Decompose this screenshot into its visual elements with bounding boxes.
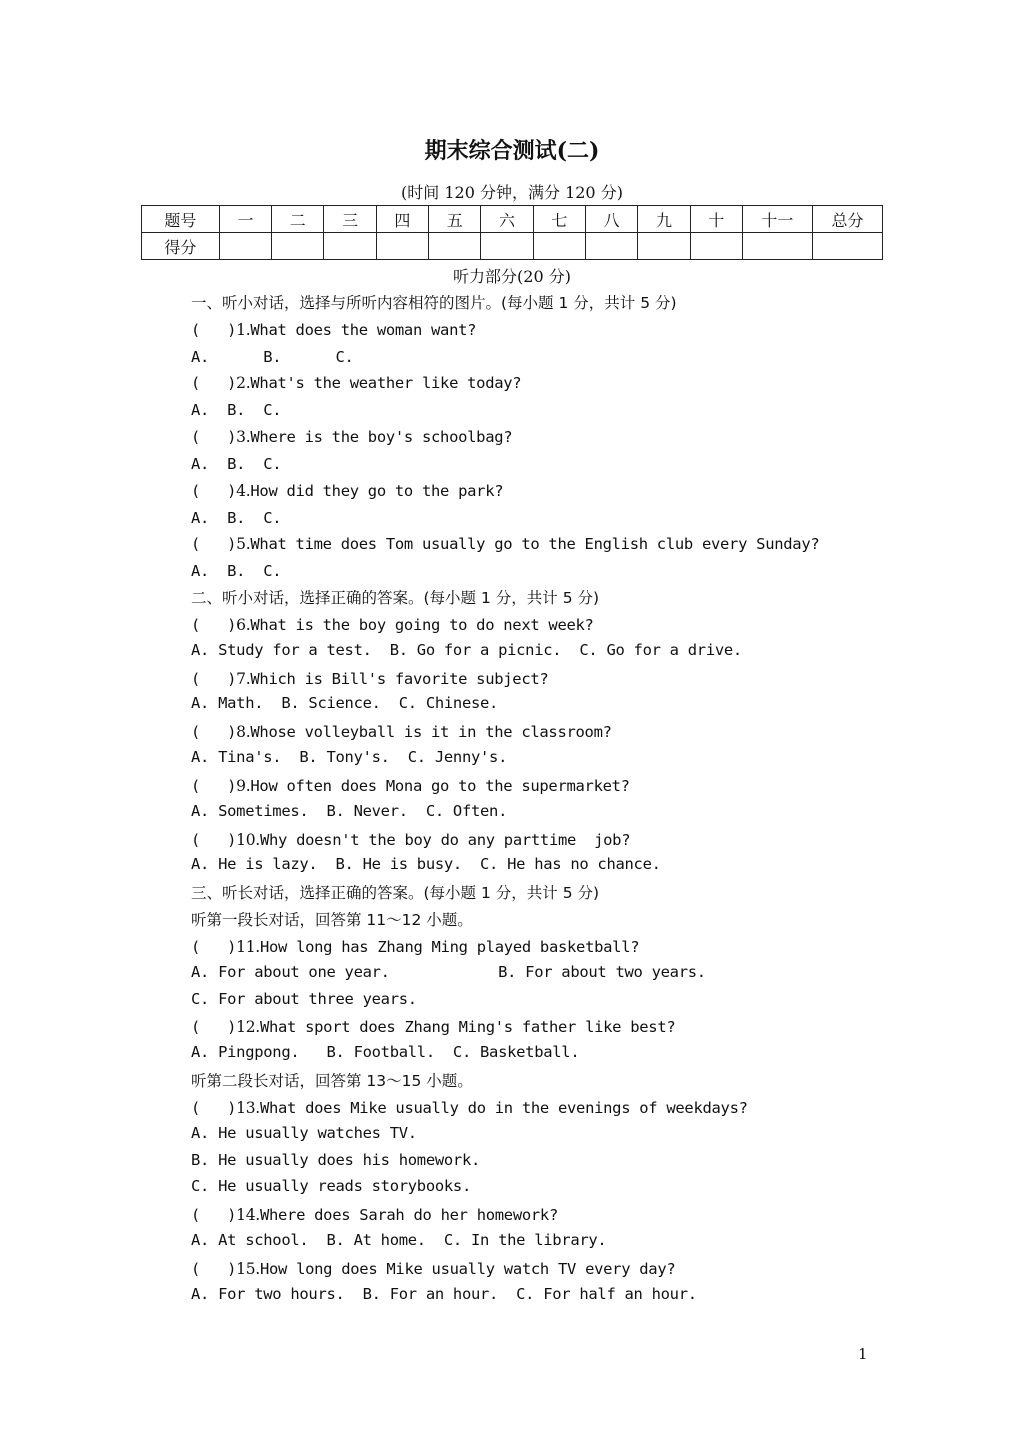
question-15	[191, 1260, 675, 1278]
answer-options: A. At school. B. At home. C. In the library.	[191, 1231, 607, 1249]
question-number: 4.	[236, 482, 251, 500]
question-text: What does Mike usually do in the evenings of weekdays?	[259, 1099, 748, 1117]
answer-bracket[interactable]: ( )	[191, 1260, 237, 1278]
score-table-header-cell: 三	[324, 206, 376, 233]
answer-options: A. Tina's. B. Tony's. C. Jenny's.	[191, 748, 508, 766]
part-2-title: 二、听小对话，选择正确的答案。(每小题 1 分，共计 5 分)	[191, 589, 600, 607]
question-number: 8.	[236, 723, 251, 741]
answer-options: A. B. C.	[191, 509, 282, 527]
answer-options: A. Sometimes. B. Never. C. Often.	[191, 802, 508, 820]
question-number: 13.	[236, 1099, 260, 1117]
question-14	[191, 1206, 558, 1224]
question-number: 3.	[236, 428, 251, 446]
question-number: 5.	[236, 535, 251, 553]
score-blank-cell	[586, 233, 638, 260]
score-table-header-row	[142, 206, 883, 233]
score-table-header-cell: 六	[481, 206, 533, 233]
question-number: 2.	[236, 374, 251, 392]
score-table-header-cell: 总分	[812, 206, 882, 233]
question-number: 10.	[236, 831, 260, 849]
question-8	[191, 723, 612, 741]
score-blank-cell	[690, 233, 742, 260]
question-text: What time does Tom usually go to the English club every Sunday?	[250, 535, 820, 553]
answer-options: A. Pingpong. B. Football. C. Basketball.	[191, 1043, 580, 1061]
question-number: 12.	[236, 1018, 260, 1036]
question-12	[191, 1018, 675, 1036]
answer-options: B. He usually does his homework.	[191, 1151, 481, 1169]
question-text: What sport does Zhang Ming's father like best?	[259, 1018, 676, 1036]
page-title: 期末综合测试(二)	[424, 138, 600, 164]
question-number: 11.	[236, 938, 260, 956]
answer-bracket[interactable]: ( )	[191, 670, 237, 688]
score-blank-cell	[429, 233, 481, 260]
question-number: 6.	[236, 616, 251, 634]
question-3	[191, 428, 512, 446]
question-5	[191, 535, 819, 553]
answer-bracket[interactable]: ( )	[191, 1018, 237, 1036]
score-blank-cell	[638, 233, 690, 260]
answer-options: A. B. C.	[191, 455, 282, 473]
page-number: 1	[858, 1345, 868, 1363]
question-9	[191, 777, 630, 795]
answer-bracket[interactable]: ( )	[191, 831, 237, 849]
score-table-score-row	[142, 233, 883, 260]
question-text: Where does Sarah do her homework?	[259, 1206, 558, 1224]
answer-options: A. For two hours. B. For an hour. C. For half an hour.	[191, 1285, 697, 1303]
question-number: 7.	[236, 670, 251, 688]
question-text: How often does Mona go to the supermarket?	[250, 777, 630, 795]
score-table-header-cell: 十一	[742, 206, 812, 233]
score-blank-cell	[324, 233, 376, 260]
question-10	[191, 831, 630, 849]
score-table-header-cell: 七	[533, 206, 585, 233]
dialog-2-instruction: 听第二段长对话，回答第 13～15 小题。	[191, 1072, 473, 1090]
question-11	[191, 938, 639, 956]
answer-options: A. For about one year. B. For about two years.	[191, 963, 706, 981]
question-text: What is the boy going to do next week?	[250, 616, 594, 634]
answer-bracket[interactable]: ( )	[191, 321, 237, 339]
score-table-header-cell: 十	[690, 206, 742, 233]
answer-options: A. He usually watches TV.	[191, 1124, 417, 1142]
answer-bracket[interactable]: ( )	[191, 428, 237, 446]
score-blank-cell	[533, 233, 585, 260]
answer-options: A. B. C.	[191, 401, 282, 419]
answer-bracket[interactable]: ( )	[191, 616, 237, 634]
question-4	[191, 482, 503, 500]
score-table-header-cell: 二	[272, 206, 324, 233]
score-blank-cell	[219, 233, 271, 260]
answer-bracket[interactable]: ( )	[191, 535, 237, 553]
answer-options: A. He is lazy. B. He is busy. C. He has no chance.	[191, 855, 661, 873]
question-text: How long does Mike usually watch TV every day?	[259, 1260, 676, 1278]
answer-bracket[interactable]: ( )	[191, 374, 237, 392]
question-number: 15.	[236, 1260, 260, 1278]
score-table-header-cell: 八	[586, 206, 638, 233]
question-text: Whose volleyball is it in the classroom?	[250, 723, 612, 741]
score-table-header-cell: 题号	[142, 206, 220, 233]
question-text: What's the weather like today?	[250, 374, 522, 392]
question-text: What does the woman want?	[250, 321, 477, 339]
answer-bracket[interactable]: ( )	[191, 938, 237, 956]
question-number: 14.	[236, 1206, 260, 1224]
answer-bracket[interactable]: ( )	[191, 777, 237, 795]
score-table	[141, 205, 883, 260]
part-1-title: 一、听小对话，选择与所听内容相符的图片。(每小题 1 分，共计 5 分)	[191, 294, 677, 312]
question-text: How long has Zhang Ming played basketball?	[259, 938, 640, 956]
score-table-header-cell: 四	[376, 206, 428, 233]
score-table-header-cell: 五	[429, 206, 481, 233]
question-number: 9.	[236, 777, 251, 795]
question-text: Which is Bill's favorite subject?	[250, 670, 549, 688]
question-text: Where is the boy's schoolbag?	[250, 428, 513, 446]
score-row-label: 得分	[142, 233, 220, 260]
question-7	[191, 670, 548, 688]
answer-bracket[interactable]: ( )	[191, 482, 237, 500]
answer-bracket[interactable]: ( )	[191, 1099, 237, 1117]
answer-bracket[interactable]: ( )	[191, 723, 237, 741]
question-6	[191, 616, 594, 634]
answer-options: C. He usually reads storybooks.	[191, 1177, 471, 1195]
score-table-header-cell: 九	[638, 206, 690, 233]
question-1	[191, 321, 476, 339]
answer-bracket[interactable]: ( )	[191, 1206, 237, 1224]
listening-section-title: 听力部分(20 分)	[453, 267, 571, 286]
score-table-header-cell: 一	[219, 206, 271, 233]
score-blank-cell	[812, 233, 882, 260]
answer-options: A. B. C.	[191, 348, 354, 366]
score-blank-cell	[742, 233, 812, 260]
answer-options: A. Math. B. Science. C. Chinese.	[191, 694, 499, 712]
question-2	[191, 374, 521, 392]
score-blank-cell	[481, 233, 533, 260]
score-blank-cell	[376, 233, 428, 260]
question-text: How did they go to the park?	[250, 482, 504, 500]
question-text: Why doesn't the boy do any parttime job?	[259, 831, 631, 849]
answer-options: A. Study for a test. B. Go for a picnic. C. Go for a drive.	[191, 641, 742, 659]
question-number: 1.	[236, 321, 251, 339]
dialog-1-instruction: 听第一段长对话，回答第 11～12 小题。	[191, 911, 473, 929]
part-3-title: 三、听长对话，选择正确的答案。(每小题 1 分，共计 5 分)	[191, 884, 600, 902]
answer-options: C. For about three years.	[191, 990, 417, 1008]
score-blank-cell	[272, 233, 324, 260]
question-13	[191, 1099, 748, 1117]
exam-time-info: (时间 120 分钟，满分 120 分)	[401, 183, 623, 202]
answer-options: A. B. C.	[191, 562, 282, 580]
